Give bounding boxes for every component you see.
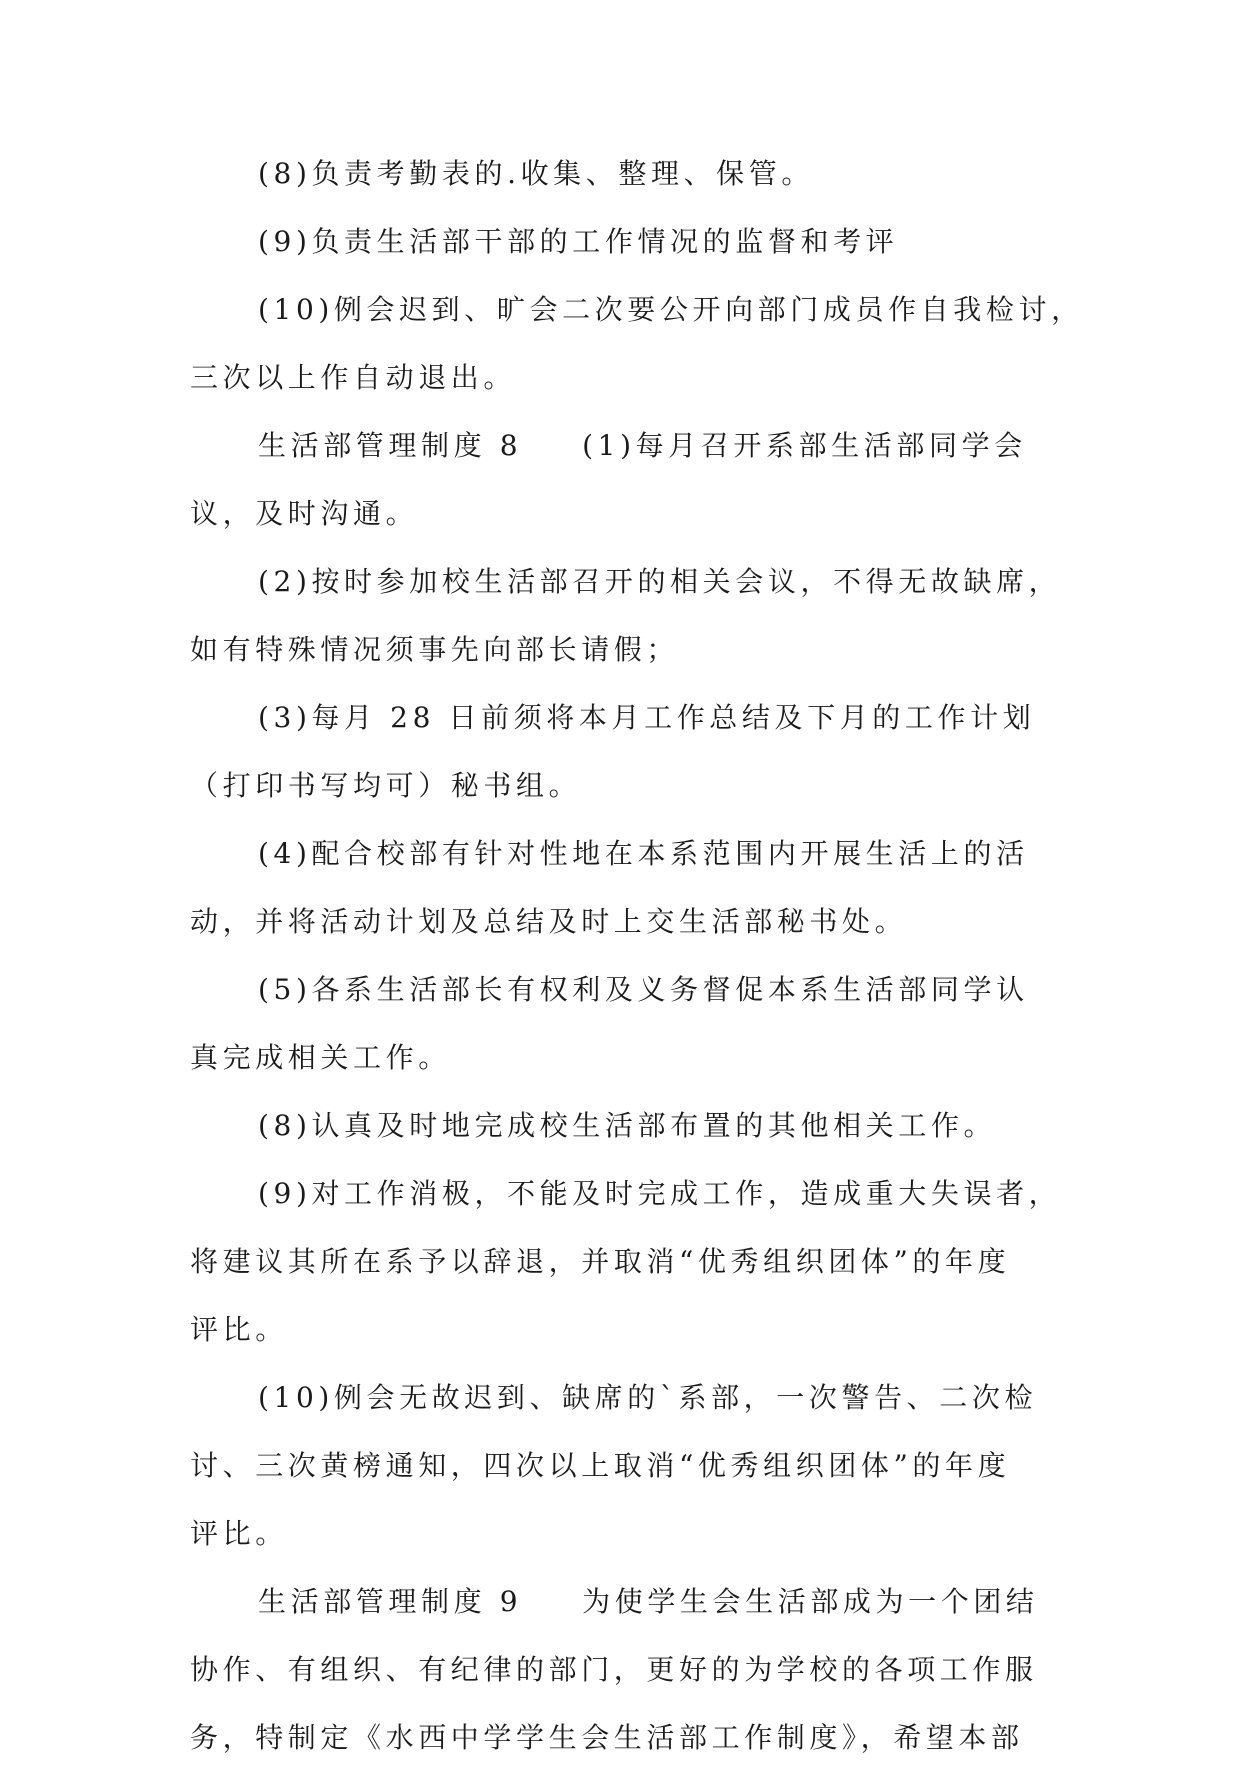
paragraph-line: 三次以上作自动退出。 <box>190 361 517 394</box>
paragraph-line: (5)各系生活部长有权利及义务督促本系生活部同学认 <box>258 973 1029 1006</box>
paragraph-line: 协作、有组织、有纪律的部门，更好的为学校的各项工作服 <box>190 1653 1038 1686</box>
paragraph-line: 评比。 <box>190 1313 288 1346</box>
section-heading-line: 生活部管理制度 9 为使学生会生活部成为一个团结 <box>258 1585 1039 1618</box>
paragraph-line: 动，并将活动计划及总结及时上交生活部秘书处。 <box>190 905 908 938</box>
section-heading: 生活部管理制度 9 <box>258 1585 523 1618</box>
paragraph-line: 真完成相关工作。 <box>190 1041 451 1074</box>
paragraph-line: (9)负责生活部干部的工作情况的监督和考评 <box>258 225 899 258</box>
paragraph-line: (4)配合校部有针对性地在本系范围内开展生活上的活 <box>258 837 1029 870</box>
paragraph-line: 务，特制定《水西中学学生会生活部工作制度》，希望本部 <box>190 1721 1024 1754</box>
paragraph-line: （打印书写均可）秘书组。 <box>190 769 582 802</box>
paragraph-line: 讨、三次黄榜通知，四次以上取消“优秀组织团体”的年度 <box>190 1449 1011 1482</box>
paragraph-line: (10)例会无故迟到、缺席的`系部，一次警告、二次检 <box>258 1381 1038 1414</box>
section-heading: 生活部管理制度 8 <box>258 429 523 462</box>
document-body <box>190 154 1090 1786</box>
paragraph-line: (9)对工作消极，不能及时完成工作，造成重大失误者， <box>258 1177 1062 1210</box>
paragraph-line: (8)负责考勤表的.收集、整理、保管。 <box>258 157 814 190</box>
section-heading-line: 生活部管理制度 8 (1)每月召开系部生活部同学会 <box>258 429 1027 462</box>
paragraph-line: (2)按时参加校生活部召开的相关会议，不得无故缺席， <box>258 565 1062 598</box>
paragraph-line: 将建议其所在系予以辞退，并取消“优秀组织团体”的年度 <box>190 1245 1011 1278</box>
paragraph-line: 如有特殊情况须事先向部长请假； <box>190 633 680 666</box>
paragraph-line: 评比。 <box>190 1517 288 1550</box>
paragraph-line: (10)例会迟到、旷会二次要公开向部门成员作自我检讨， <box>258 293 1084 326</box>
paragraph-line: (8)认真及时地完成校生活部布置的其他相关工作。 <box>258 1109 997 1142</box>
paragraph-line: (3)每月 28 日前须将本月工作总结及下月的工作计划 <box>258 701 1036 734</box>
paragraph-line: 议，及时沟通。 <box>190 497 419 530</box>
